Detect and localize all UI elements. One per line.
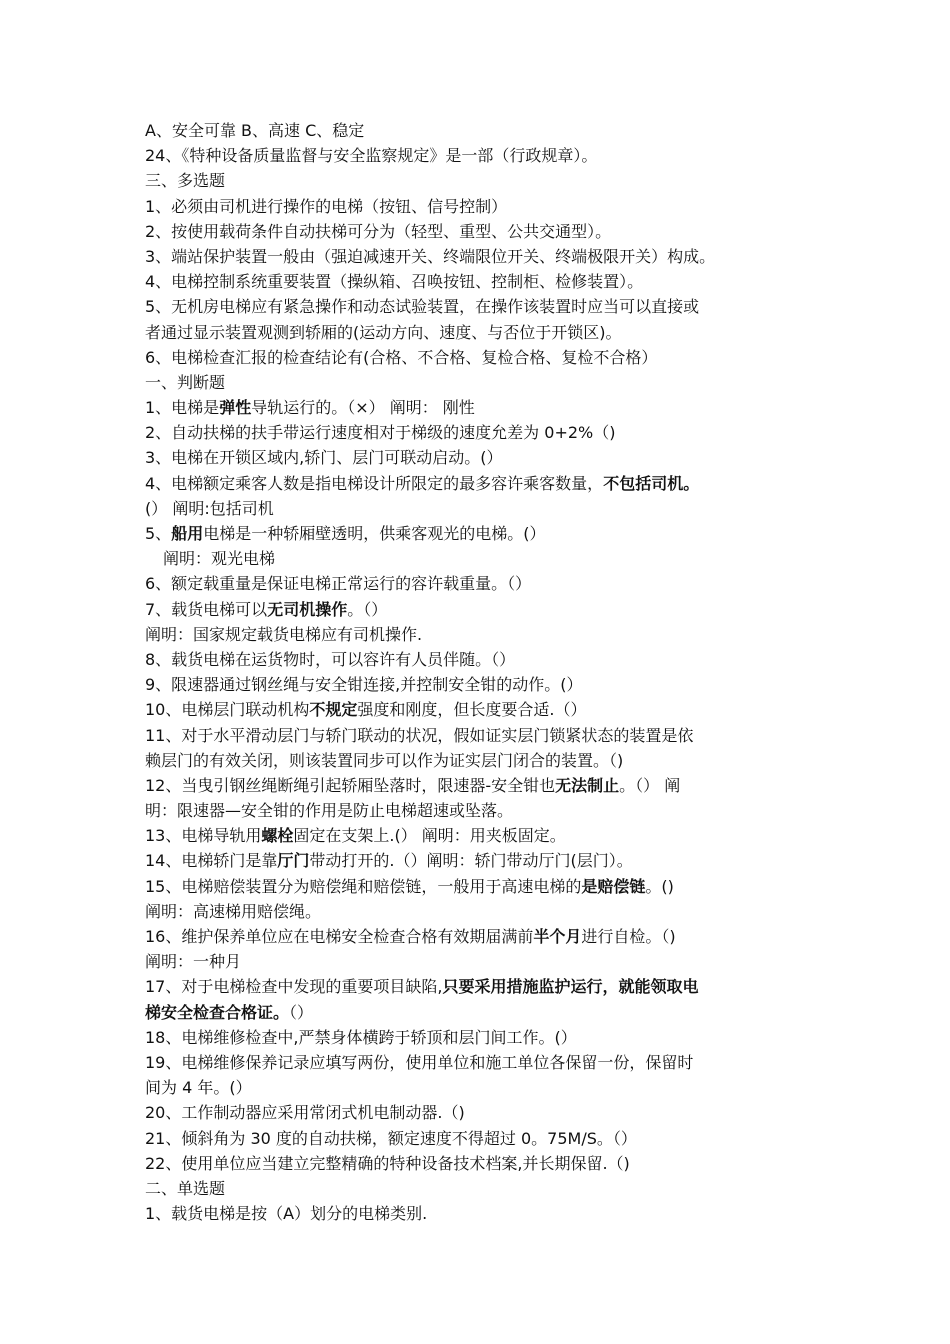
bold-text-run: 无法制止	[555, 775, 620, 795]
text-run: 一、判断题	[145, 372, 226, 392]
text-line	[145, 723, 825, 748]
text-run: 2、自动扶梯的扶手带运行速度相对于梯级的速度允差为 0+2%（)	[145, 423, 616, 443]
bold-text-run: 无司机操作	[267, 599, 348, 619]
text-line	[145, 949, 825, 974]
text-run: 阐明：高速梯用赔偿绳。	[145, 901, 322, 921]
text-run: 1、载货电梯是按（A）划分的电梯类别.	[145, 1204, 428, 1224]
bold-text-run: 只要采用措施监护运行，就能领取电	[442, 977, 699, 997]
text-run: 5、无机房电梯应有紧急操作和动态试验装置，在操作该装置时应当可以直接或	[145, 297, 700, 317]
text-run: 21、倾斜角为 30 度的自动扶梯，额定速度不得超过 0。75M/S。（）	[145, 1128, 637, 1148]
text-run: 进行自检。（)	[581, 927, 676, 946]
text-run: 带动打开的.（）阐明：轿门带动厅门(层门）。	[309, 851, 633, 871]
text-line	[145, 496, 825, 521]
text-run: 17、对于电梯检查中发现的重要项目缺陷,	[145, 977, 443, 997]
text-run: 。（）	[347, 599, 388, 619]
text-line	[145, 874, 825, 899]
text-line	[145, 143, 825, 168]
text-line	[145, 521, 825, 546]
text-run: 7、载货电梯可以	[145, 599, 268, 619]
text-run: 19、电梯维修保养记录应填写两份，使用单位和施工单位各保留一份，保留时	[145, 1052, 694, 1072]
text-line	[145, 823, 825, 848]
text-run: 18、电梯维修检查中,严禁身体横跨于轿顶和层门间工作。(）	[145, 1027, 577, 1047]
text-run: 8、载货电梯在运货物时，可以容许有人员伴随。（）	[145, 649, 516, 669]
text-run: 22、使用单位应当建立完整精确的特种设备技术档案,并长期保留.（)	[145, 1153, 630, 1173]
text-run: 14、电梯轿门是靠	[145, 851, 278, 871]
text-line	[145, 622, 825, 647]
text-run: 阐明：观光电梯	[163, 549, 276, 569]
text-run: 11、对于水平滑动层门与轿门联动的状况，假如证实层门锁紧状态的装置是依	[145, 725, 694, 745]
text-line	[145, 1100, 825, 1125]
text-run: 强度和刚度，但长度要合适.（）	[357, 700, 587, 720]
text-run: 10、电梯层门联动机构	[145, 700, 310, 720]
text-line	[145, 1151, 825, 1176]
text-run: 16、维护保养单位应在电梯安全检查合格有效期届满前	[145, 927, 534, 946]
bold-text-run: 弹性	[219, 398, 252, 418]
text-line	[145, 370, 825, 395]
text-line	[145, 219, 825, 244]
text-line	[145, 320, 825, 345]
text-run: 5、	[145, 524, 172, 543]
text-run: 明：限速器—安全钳的作用是防止电梯超速或坠落。	[145, 801, 514, 821]
text-run: 阐明：国家规定载货电梯应有司机操作.	[145, 624, 423, 644]
text-line	[145, 697, 825, 722]
text-line	[145, 1025, 825, 1050]
text-line	[145, 471, 825, 496]
bold-text-run: 不包括司机。	[603, 473, 700, 493]
text-run: 4、电梯额定乘客人数是指电梯设计所限定的最多容许乘客数量，	[145, 473, 604, 493]
bold-text-run: 不规定	[309, 700, 358, 720]
text-run: 2、按使用载荷条件自动扶梯可分为（轻型、重型、公共交通型）。	[145, 221, 612, 241]
text-run: 6、额定载重量是保证电梯正常运行的容许载重量。（）	[145, 574, 532, 594]
text-run: (） 阐明:包括司机	[145, 498, 274, 518]
text-run: 。（） 阐	[619, 775, 681, 795]
text-line	[145, 345, 825, 370]
bold-text-run: 半个月	[533, 927, 582, 946]
text-line	[145, 445, 825, 470]
text-run: 固定在支架上.(） 阐明：用夹板固定。	[293, 826, 566, 846]
text-run: 4、电梯控制系统重要装置（操纵箱、召唤按钮、控制柜、检修装置）。	[145, 272, 644, 292]
bold-text-run: 螺栓	[261, 826, 294, 846]
text-run: 15、电梯赔偿装置分为赔偿绳和赔偿链，一般用于高速电梯的	[145, 876, 582, 896]
text-run: 3、端站保护装置一般由（强迫减速开关、终端限位开关、终端极限开关）构成。	[145, 246, 716, 266]
text-line	[145, 571, 825, 596]
bold-text-run: 厅门	[277, 851, 310, 871]
text-line	[145, 748, 825, 773]
text-run: 三、多选题	[145, 171, 226, 191]
text-run: 电梯是一种轿厢壁透明，供乘客观光的电梯。(）	[203, 524, 546, 543]
text-run: （）	[289, 1002, 314, 1022]
document-page	[145, 118, 825, 1226]
text-line	[145, 647, 825, 672]
text-line	[145, 672, 825, 697]
text-line	[145, 1050, 825, 1075]
text-line	[145, 773, 825, 798]
text-run: 13、电梯导轨用	[145, 826, 262, 846]
text-run: 3、电梯在开锁区域内,轿门、层门可联动启动。(）	[145, 448, 503, 468]
text-line	[145, 1000, 825, 1025]
text-line	[145, 420, 825, 445]
text-run: 6、电梯检查汇报的检查结论有(合格、不合格、复检合格、复检不合格）	[145, 347, 658, 367]
text-run: 20、工作制动器应采用常闭式机电制动器.（)	[145, 1103, 465, 1123]
text-line	[145, 848, 825, 873]
text-line	[145, 1126, 825, 1151]
text-run: 12、当曳引钢丝绳断绳引起轿厢坠落时，限速器-安全钳也	[145, 775, 556, 795]
text-run: 阐明：一种月	[145, 952, 242, 972]
text-line	[145, 118, 825, 143]
text-line	[145, 974, 825, 999]
text-run: 者通过显示装置观测到轿厢的(运动方向、速度、与否位于开锁区)。	[145, 322, 622, 342]
text-line	[145, 1176, 825, 1201]
text-run: 9、限速器通过钢丝绳与安全钳连接,并控制安全钳的动作。(）	[145, 675, 583, 695]
text-line	[145, 1075, 825, 1100]
text-run: 1、电梯是	[145, 398, 220, 418]
text-line	[145, 1201, 825, 1226]
text-line	[145, 546, 825, 571]
text-run: 二、单选题	[145, 1178, 226, 1198]
text-run: A、安全可靠 B、高速 C、稳定	[145, 121, 365, 140]
text-run: 赖层门的有效关闭，则该装置同步可以作为证实层门闭合的装置。（)	[145, 750, 624, 770]
text-line	[145, 294, 825, 319]
text-line	[145, 899, 825, 924]
text-line	[145, 244, 825, 269]
text-line	[145, 168, 825, 193]
bold-text-run: 梯安全检查合格证。	[145, 1002, 290, 1022]
text-line	[145, 798, 825, 823]
text-run: 24、《特种设备质量监督与安全监察规定》是一部（行政规章）。	[145, 146, 598, 166]
bold-text-run: 船用	[171, 524, 204, 543]
text-line	[145, 395, 825, 420]
text-line	[145, 924, 825, 949]
text-line	[145, 194, 825, 219]
text-run: 。()	[645, 876, 674, 896]
text-run: 导轨运行的。（×） 阐明： 刚性	[251, 398, 475, 418]
text-line	[145, 597, 825, 622]
text-line	[145, 269, 825, 294]
bold-text-run: 是赔偿链	[581, 876, 646, 896]
text-run: 间为 4 年。(）	[145, 1078, 252, 1098]
text-run: 1、必须由司机进行操作的电梯（按钮、信号控制）	[145, 196, 508, 216]
